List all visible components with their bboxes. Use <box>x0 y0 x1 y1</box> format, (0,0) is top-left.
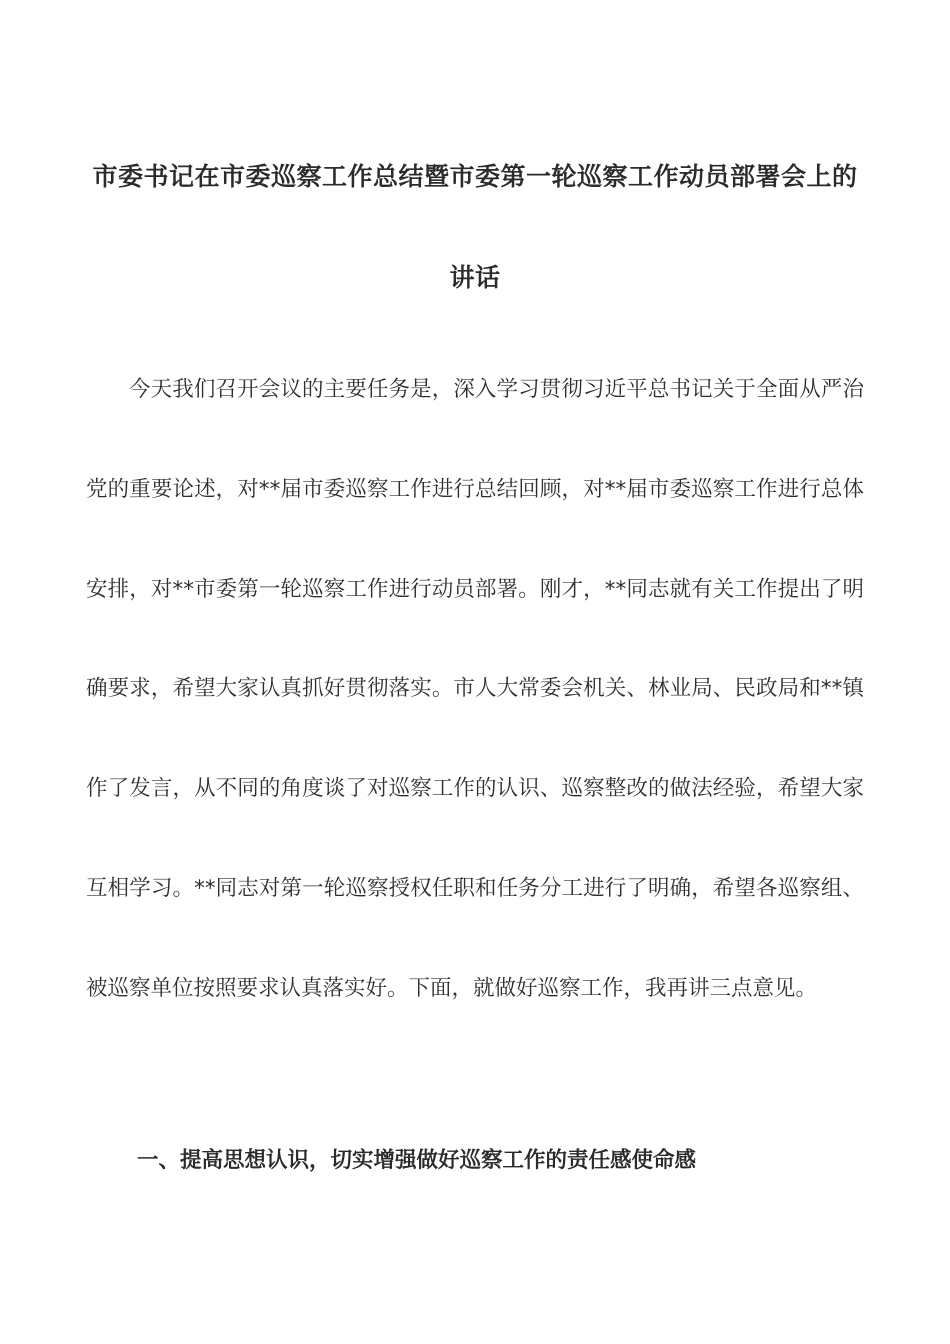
document-title-line-2: 讲话 <box>449 263 501 292</box>
document-title-line-1: 市委书记在市委巡察工作总结暨市委第一轮巡察工作动员部署会上的 <box>92 162 858 191</box>
section-heading-1: 一、提高思想认识，切实增强做好巡察工作的责任感使命感 <box>137 1148 697 1173</box>
intro-paragraph: 今天我们召开会议的主要任务是，深入学习贯彻习近平总书记关于全面从严治党的重要论述，对**届市委巡察工作进行总结回顾，对**届市委巡察工作进行总体安排，对**市委第一轮巡察工作进行动员部署。刚才，**同志就有关工作提出了明确要求，希望大家认真抓好贯彻落实。市人大常委会机关、林业局、民政局和**镇作了发言，从不同的角度谈了对巡察工作的认识、巡察整改的做法经验，希望大家互相学习。**同志对第一轮巡察授权任职和任务分工进行了明确，希望各巡察组、被巡察单位按照要求认真落实好。下面，就做好巡察工作，我再讲三点意见。 <box>86 377 864 1001</box>
